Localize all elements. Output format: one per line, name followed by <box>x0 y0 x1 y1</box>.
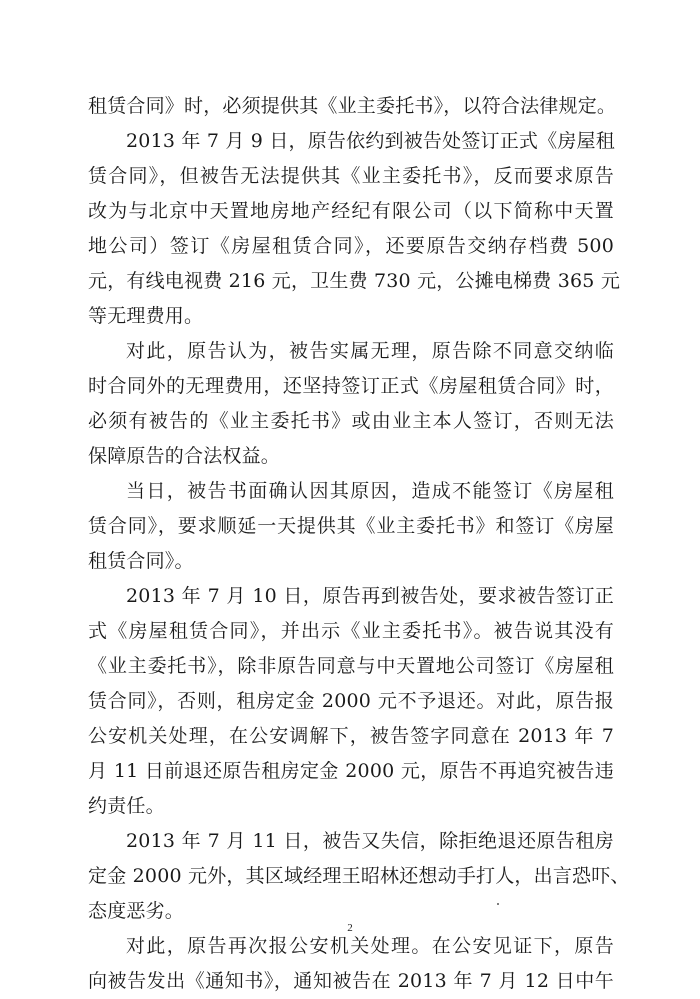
text-line: 时合同外的无理费用，还坚持签订正式《房屋租赁合同》时， <box>88 375 614 397</box>
text-line: 租赁合同》。 <box>88 550 194 572</box>
text-line: 定金 2000 元外，其区域经理王昭林还想动手打人，出言恐吓、 <box>88 865 630 887</box>
text-line: 式《房屋租赁合同》，并出示《业主委托书》。被告说其没有 <box>88 620 614 642</box>
text-line: 地公司）签订《房屋租赁合同》，还要原告交纳存档费 500 <box>88 235 614 257</box>
text-line: 公安机关处理，在公安调解下，被告签字同意在 2013 年 7 <box>88 725 614 747</box>
text-line: 赁合同》，但被告无法提供其《业主委托书》，反而要求原告 <box>88 165 614 187</box>
text-line: 对此，原告认为，被告实属无理，原告除不同意交纳临 <box>126 340 614 362</box>
text-line: 态度恶劣。 <box>88 900 185 922</box>
text-line: 2013 年 7 月 9 日，原告依约到被告处签订正式《房屋租 <box>126 130 615 152</box>
text-line: 租赁合同》时，必须提供其《业主委托书》，以符合法律规定。 <box>88 95 617 117</box>
text-line: 2013 年 7 月 11 日，被告又失信，除拒绝退还原告租房 <box>126 830 614 852</box>
text-line: 必须有被告的《业主委托书》或由业主本人签订，否则无法 <box>88 410 614 432</box>
text-line: 对此，原告再次报公安机关处理。在公安见证下，原告 <box>126 935 614 957</box>
text-line: 赁合同》，要求顺延一天提供其《业主委托书》和签订《房屋 <box>88 515 614 537</box>
text-line: 月 11 日前退还原告租房定金 2000 元，原告不再追究被告违 <box>88 760 614 782</box>
text-line: 当日，被告书面确认因其原因，造成不能签订《房屋租 <box>126 480 614 502</box>
body-text <box>88 89 630 999</box>
text-line: 赁合同》，否则，租房定金 2000 元不予退还。对此，原告报 <box>88 690 614 712</box>
scan-speck <box>497 903 499 905</box>
text-line: 《业主委托书》，除非原告同意与中天置地公司签订《房屋租 <box>88 655 614 677</box>
text-line: 保障原告的合法权益。 <box>88 445 281 467</box>
text-line: 约责任。 <box>88 795 165 817</box>
text-line: 2013 年 7 月 10 日，原告再到被告处，要求被告签订正 <box>126 585 614 607</box>
text-line: 向被告发出《通知书》，通知被告在 2013 年 7 月 12 日中午 <box>88 970 614 992</box>
page-number: 2 <box>347 922 353 934</box>
text-line: 元，有线电视费 216 元，卫生费 730 元，公摊电梯费 365 元 <box>88 270 621 292</box>
text-line: 等无理费用。 <box>88 305 204 327</box>
text-line: 改为与北京中天置地房地产经纪有限公司（以下简称中天置 <box>88 200 614 222</box>
